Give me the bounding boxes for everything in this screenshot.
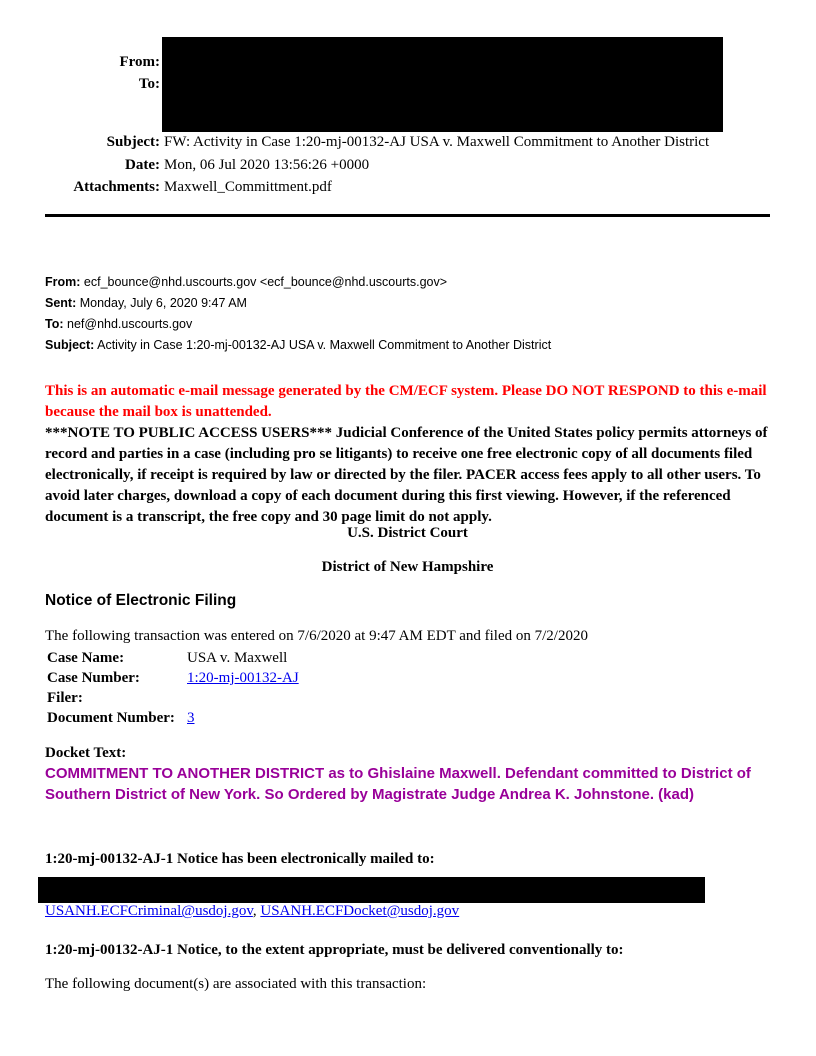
fwd-sent-row <box>45 293 765 314</box>
email-link-criminal[interactable]: USANH.ECFCriminal@usdoj.gov <box>45 903 253 919</box>
fwd-from-value: ecf_bounce@nhd.uscourts.gov <ecf_bounce@nhd.uscourts.gov> <box>83 275 448 289</box>
court-title: U.S. District Court <box>347 525 468 541</box>
case-number-row <box>47 668 299 688</box>
fwd-sent-label: Sent: <box>45 296 77 310</box>
header-divider <box>45 214 770 217</box>
case-name-value: USA v. Maxwell <box>187 650 288 666</box>
document-number-label: Document Number: <box>47 710 175 726</box>
filer-row <box>47 688 299 708</box>
transaction-line: The following transaction was entered on 7/6/2020 at 9:47 AM EDT and filed on 7/2/2020 <box>45 628 588 644</box>
date-label: Date: <box>125 157 160 173</box>
subject-value: FW: Activity in Case 1:20-mj-00132-AJ USA v. Maxwell Commitment to Another District <box>164 134 710 150</box>
fwd-to-row <box>45 314 765 335</box>
document-number-row <box>47 708 299 728</box>
docket-text-label: Docket Text: <box>45 745 127 761</box>
auto-message-warning: This is an automatic e-mail message generated by the CM/ECF system. Please DO NOT RESPOND to this e-mail because the mail box is unattended. <box>45 383 767 420</box>
docket-text: COMMITMENT TO ANOTHER DISTRICT as to Ghislaine Maxwell. Defendant committed to District of Southern District of New York. So Ordered by Magistrate Judge Andrea K. Johnstone. (kad) <box>45 765 751 803</box>
attachments-label: Attachments: <box>73 179 160 195</box>
subject-label: Subject: <box>106 134 160 150</box>
case-name-row <box>47 648 299 668</box>
mailed-heading: 1:20-mj-00132-AJ-1 Notice has been electronically mailed to: <box>45 851 435 867</box>
email-separator: , <box>252 903 261 919</box>
fwd-subject-value: Activity in Case 1:20-mj-00132-AJ USA v. Maxwell Commitment to Another District <box>97 338 552 352</box>
fwd-subject-label: Subject: <box>45 338 95 352</box>
from-label: From: <box>119 54 160 70</box>
case-number-link[interactable]: 1:20-mj-00132-AJ <box>187 670 299 686</box>
redaction-box-recipients <box>38 877 705 903</box>
case-name-label: Case Name: <box>47 650 125 666</box>
case-number-label: Case Number: <box>47 670 140 686</box>
fwd-from-row <box>45 272 765 293</box>
case-info-table <box>47 648 299 728</box>
conventional-heading: 1:20-mj-00132-AJ-1 Notice, to the extent appropriate, must be delivered conventionally to: <box>45 942 624 958</box>
recipient-email-links <box>45 903 459 920</box>
nef-heading: Notice of Electronic Filing <box>45 592 237 609</box>
attachment-filename: Maxwell_Committment.pdf <box>164 179 332 195</box>
forwarded-header <box>45 272 765 356</box>
public-access-note: ***NOTE TO PUBLIC ACCESS USERS*** Judicial Conference of the United States policy permits attorneys of record and parties in a case (including pro se litigants) to receive one free electronic copy of all documents filed electronically, if receipt is required by law or directed by the filer. PACER access fees apply to all other users. To avoid later charges, download a copy of each document during this first viewing. However, if the referenced document is a transcript, the free copy and 30 page limit do not apply. <box>45 425 768 525</box>
court-district: District of New Hampshire <box>321 559 494 575</box>
date-value: Mon, 06 Jul 2020 13:56:26 +0000 <box>164 157 370 173</box>
filer-label: Filer: <box>47 690 83 706</box>
email-link-docket[interactable]: USANH.ECFDocket@usdoj.gov <box>260 903 460 919</box>
fwd-subject-row <box>45 335 765 356</box>
system-notices <box>45 381 778 528</box>
to-label: To: <box>138 76 160 92</box>
document-number-link[interactable]: 3 <box>187 710 195 726</box>
redaction-box-header <box>162 37 723 132</box>
fwd-to-label: To: <box>45 317 64 331</box>
fwd-sent-value: Monday, July 6, 2020 9:47 AM <box>79 296 247 310</box>
documents-line: The following document(s) are associated with this transaction: <box>45 976 427 992</box>
fwd-from-label: From: <box>45 275 81 289</box>
fwd-to-value: nef@nhd.uscourts.gov <box>67 317 193 331</box>
